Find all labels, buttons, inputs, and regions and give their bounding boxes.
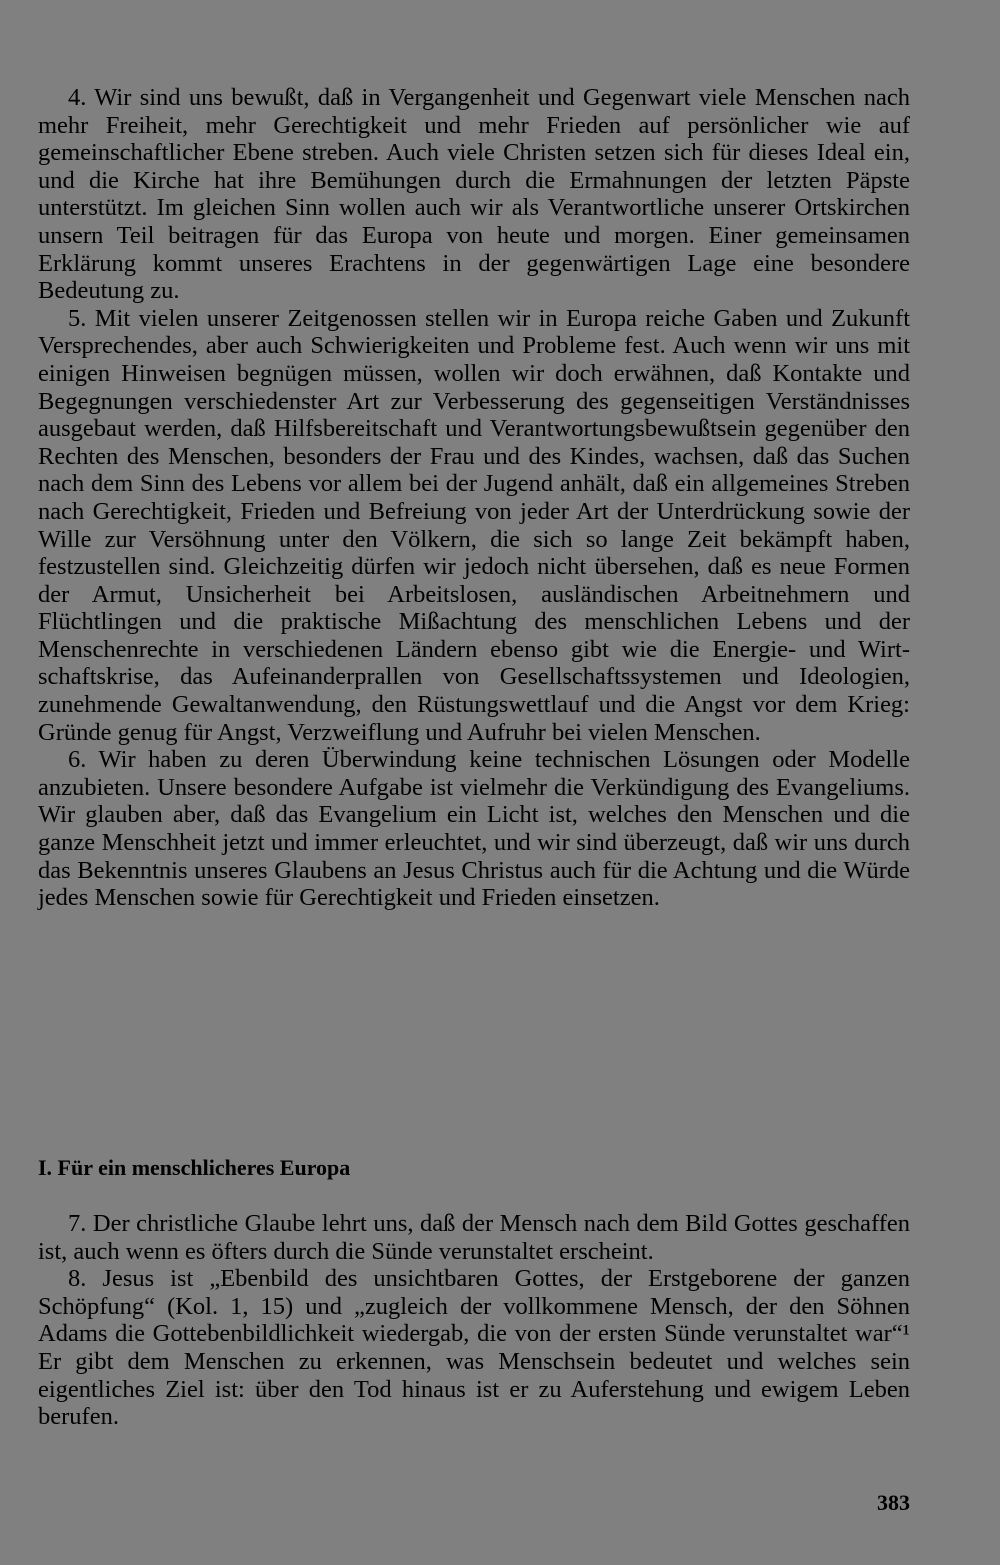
paragraph-5: 5. Mit vielen unserer Zeitgenossen stellen wir in Europa reiche Gaben und Zukunft Versprechendes, aber auch Schwierigkeiten und Probleme fest. Auch wenn wir uns mit einigen Hinweisen begnügen müssen, wollen wir doch erwähnen, daß Kontakte und Begegnungen verschiedenster Art zur Verbesserung des gegenseitigen Verständnisses ausgebaut werden, daß Hilfsbereitschaft und Verantwortungsbewußtsein gegenüber den Rechten des Menschen, besonders der Frau und des Kindes, wachsen, daß das Suchen nach dem Sinn des Lebens vor allem bei der Jugend anhält, daß ein allgemeines Streben nach Gerechtigkeit, Frieden und Befreiung von jeder Art der Unterdrückung sowie der Wille zur Versöhnung unter den Völkern, die sich so lange Zeit bekämpft haben, festzustellen sind. Gleichzeitig dürfen wir jedoch nicht übersehen, daß es neue Formen der Armut, Unsicherheit bei Arbeitslosen, ausländischen Arbeitnehmern und Flüchtlingen und die praktische Mißachtung des menschlichen Lebens und der Menschenrechte in verschiedenen Ländern ebenso gibt wie die Energie- und Wirtschaftskrise, das Aufeinanderprallen von Gesellschaftssystemen und Ideologien, zunehmende Gewaltanwendung, den Rüstungswettlauf und die Angst vor dem Krieg: Gründe genug für Angst, Verzweiflung und Aufruhr bei vielen Menschen. <box>38 304 910 746</box>
paragraph-6: 6. Wir haben zu deren Überwindung keine technischen Lösungen oder Modelle anzubieten. Unsere besondere Aufgabe ist vielmehr die Verkündigung des Evangeliums. Wir glauben aber, daß das Evangelium ein Licht ist, welches den Menschen und die ganze Menschheit jetzt und immer erleuchtet, und wir sind überzeugt, daß wir uns durch das Bekenntnis unseres Glaubens an Jesus Christus auch für die Achtung und die Würde jedes Menschen sowie für Gerechtigkeit und Frieden einsetzen. <box>38 746 910 912</box>
section-introduction <box>38 84 910 912</box>
paragraph-4: 4. Wir sind uns bewußt, daß in Vergangenheit und Gegenwart viele Menschen nach mehr Freiheit, mehr Gerechtigkeit und mehr Frieden auf persönlicher wie auf gemeinschaftlicher Ebene streben. Auch viele Christen setzen sich für dieses Ideal ein, und die Kirche hat ihre Bemühungen durch die Ermahnungen der letzten Päpste unterstützt. Im gleichen Sinn wollen auch wir als Verantwortliche unserer Ortskirchen unsern Teil beitragen für das Europa von heute und morgen. Einer gemeinsamen Erklärung kommt unseres Erachtens in der gegenwärtigen Lage eine besondere Bedeutung zu. <box>38 84 910 305</box>
paragraph-8: 8. Jesus ist „Ebenbild des unsichtbaren Gottes, der Erstgeborene der ganzen Schöpfung“ (Kol. 1, 15) und „zugleich der vollkommene Mensch, der den Söhnen Adams die Gottebenbildlichkeit wiedergab, die von der ersten Sünde verunstaltet war“¹ Er gibt dem Menschen zu erkennen, was Menschsein bedeutet und welches sein eigentliches Ziel ist: über den Tod hinaus ist er zu Auferstehung und ewigem Leben berufen. <box>38 1265 910 1431</box>
paragraph-7: 7. Der christliche Glaube lehrt uns, daß der Mensch nach dem Bild Gottes geschaffen ist, auch wenn es öfters durch die Sünde verunstaltet erscheint. <box>38 1210 910 1265</box>
book-page <box>38 84 910 1544</box>
section-heading: I. Für ein menschlicheres Europa <box>38 1155 351 1180</box>
page-number: 383 <box>877 1490 910 1515</box>
section-humane-europe <box>38 1210 910 1431</box>
